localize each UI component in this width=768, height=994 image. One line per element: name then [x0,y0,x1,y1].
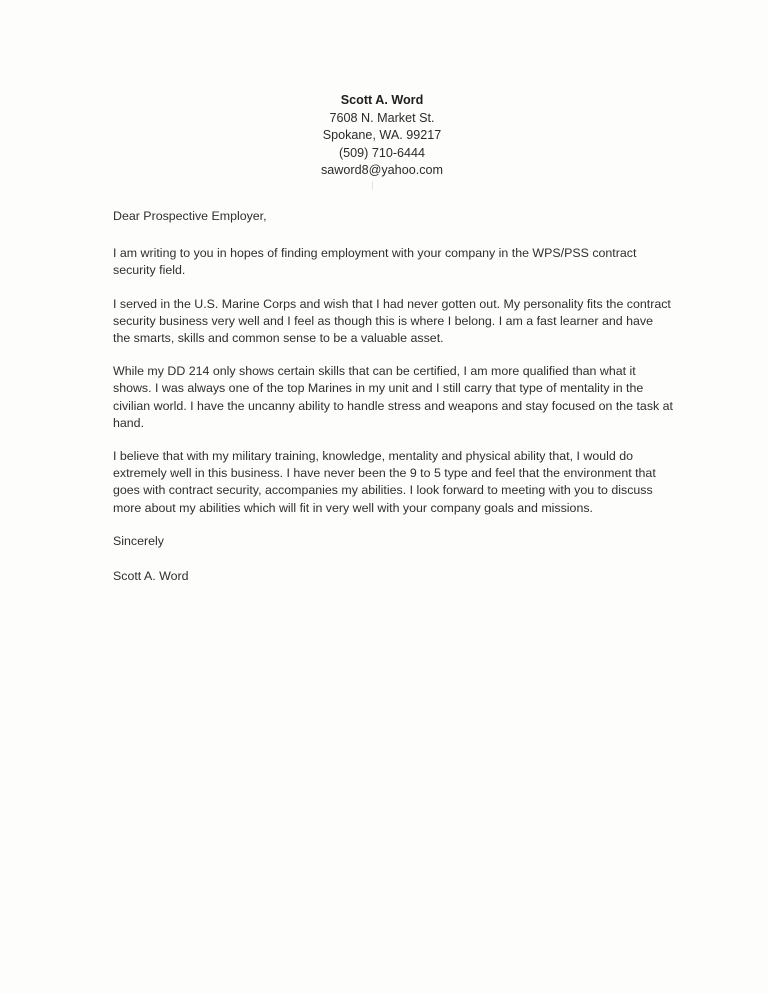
sender-street: 7608 N. Market St. [329,110,435,125]
scan-artifact [372,181,373,190]
paragraph-intro: I am writing to you in hopes of finding employment with your company in the WPS/PSS contract security field. [113,246,637,278]
signature-name: Scott A. Word [113,569,189,584]
letter-body [113,208,673,601]
paragraph-qualifications: While my DD 214 only shows certain skills that can be certified, I am more qualified than what it shows. I was always one of the top Marines in my unit and I still carry that type of mentality in the civilian world. I have the uncanny ability to handle stress and weapons and stay focused on the task at hand. [113,364,673,430]
sender-name: Scott A. Word [340,93,424,107]
paragraph-conclusion: I believe that with my military training, knowledge, mentality and physical ability that, I would do extremely well in this business. I have never been the 9 to 5 type and feel that the environment that goes with contract security, accompanies my abilities. I look forward to meeting with you to discuss more about my abilities which will fit in very well with your company goals and missions. [113,449,656,515]
letterhead [230,92,534,180]
sender-email: saword8@yahoo.com [321,163,443,177]
paragraph-service: I served in the U.S. Marine Corps and wish that I had never gotten out. My personality fits the contract security business very well and I feel as though this is where I belong. I am a fast learner and have the smarts, skills and common sense to be a valuable asset. [113,296,671,346]
sender-city-state-zip: Spokane, WA. 99217 [322,128,442,142]
sender-phone: (509) 710-6444 [338,145,426,160]
salutation: Dear Prospective Employer, [113,209,267,223]
closing: Sincerely [113,533,164,548]
